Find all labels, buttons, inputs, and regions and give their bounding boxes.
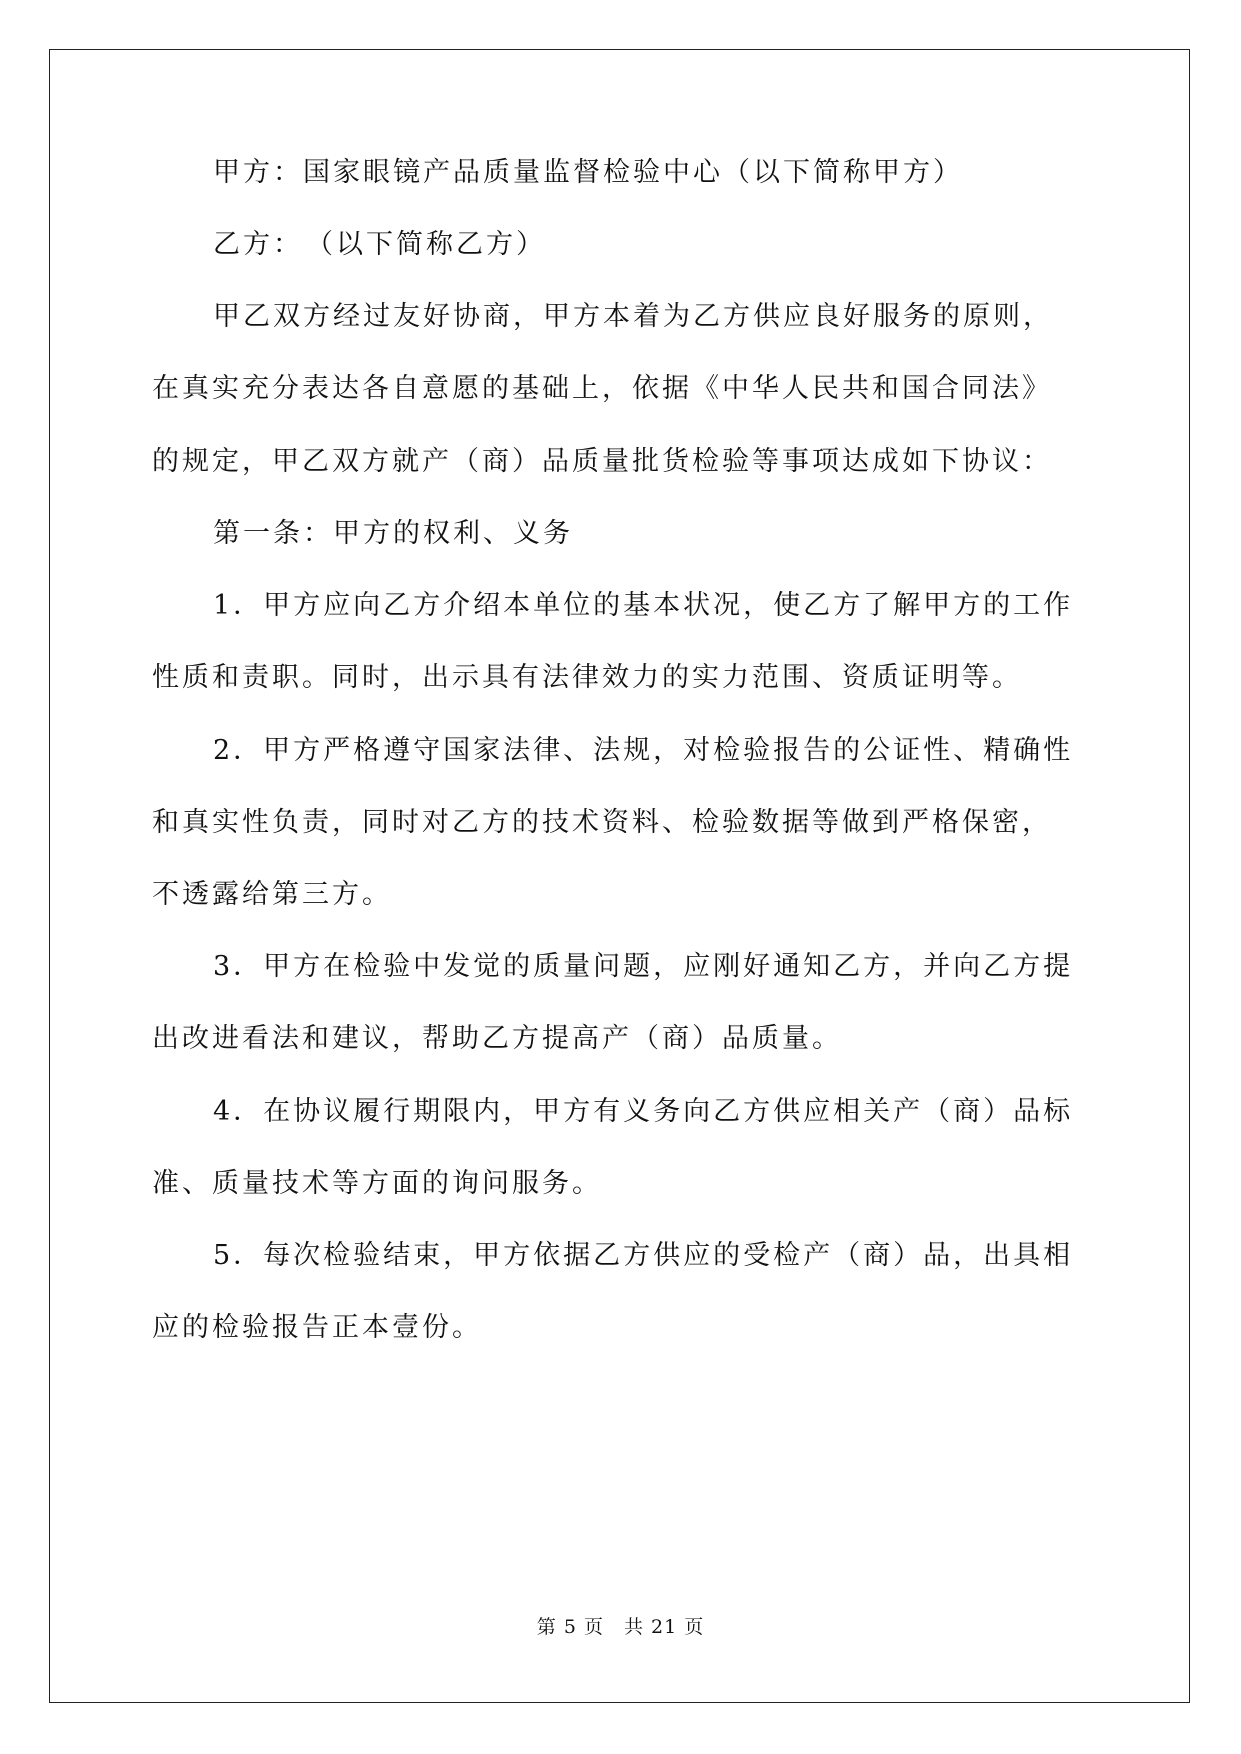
preamble-line-2: 在真实充分表达各自意愿的基础上，依据《中华人民共和国合同法》	[152, 373, 1052, 404]
preamble-line-3: 的规定，甲乙双方就产（商）品质量批货检验等事项达成如下协议：	[152, 446, 1052, 477]
clause-4-line-2: 准、质量技术等方面的询问服务。	[152, 1168, 602, 1199]
clause-3-line-1: 3．甲方在检验中发觉的质量问题，应刚好通知乙方，并向乙方提	[213, 951, 1074, 982]
clause-2-line-1: 2．甲方严格遵守国家法律、法规，对检验报告的公证性、精确性	[213, 735, 1074, 766]
clause-1-line-2: 性质和责职。同时，出示具有法律效力的实力范围、资质证明等。	[152, 662, 1022, 693]
clause-2-line-3: 不透露给第三方。	[152, 879, 392, 910]
article-1-heading: 第一条：甲方的权利、义务	[213, 518, 573, 549]
page-border	[49, 49, 1190, 1703]
clause-3-line-2: 出改进看法和建议，帮助乙方提高产（商）品质量。	[152, 1023, 842, 1054]
clause-5-line-1: 5．每次检验结束，甲方依据乙方供应的受检产（商）品，出具相	[213, 1240, 1074, 1271]
clause-4-line-1: 4．在协议履行期限内，甲方有义务向乙方供应相关产（商）品标	[213, 1096, 1074, 1127]
page-number: 第 5 页 共 21 页	[536, 1616, 705, 1638]
party-a-line: 甲方：国家眼镜产品质量监督检验中心（以下简称甲方）	[213, 157, 963, 188]
clause-1-line-1: 1．甲方应向乙方介绍本单位的基本状况，使乙方了解甲方的工作	[213, 590, 1074, 621]
clause-2-line-2: 和真实性负责，同时对乙方的技术资料、检验数据等做到严格保密，	[152, 807, 1052, 838]
preamble-line-1: 甲乙双方经过友好协商，甲方本着为乙方供应良好服务的原则，	[213, 301, 1053, 332]
party-b-line: 乙方： （以下简称乙方）	[213, 229, 546, 260]
clause-5-line-2: 应的检验报告正本壹份。	[152, 1312, 482, 1343]
